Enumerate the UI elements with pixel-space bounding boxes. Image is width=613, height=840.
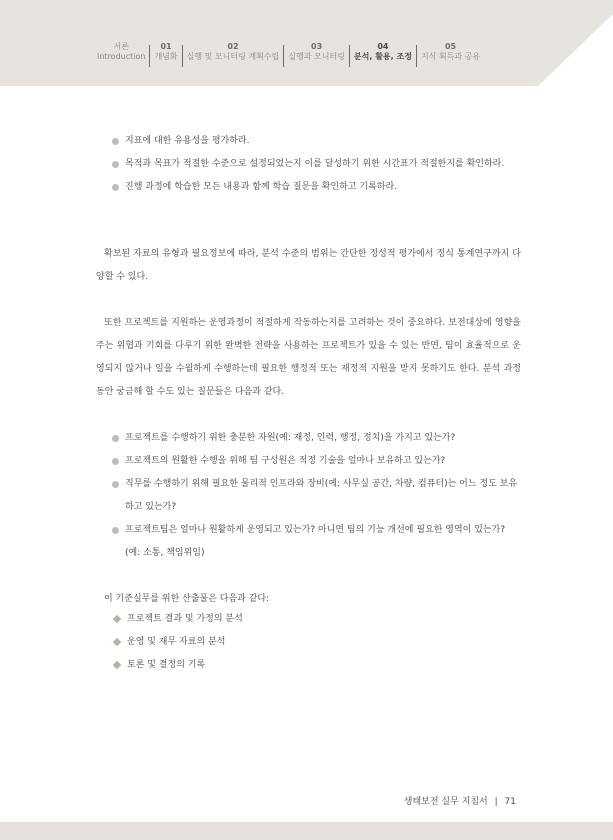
- body-paragraph: 확보된 자료의 유형과 필요정보에 따라, 분석 수준의 범위는 간단한 정성적 평가에서 정식 통계연구까지 다양할 수 있다.: [96, 249, 521, 282]
- bullet-dot: [112, 161, 119, 168]
- diamond-bullet-icon: [113, 615, 121, 623]
- nav-num: 서론: [113, 42, 129, 51]
- footer-band: [0, 822, 613, 840]
- list-item-text: 프로젝트 결과 및 가정의 분석: [127, 614, 243, 624]
- page-number: 71: [504, 797, 516, 807]
- list-item-text: 토론 및 결정의 기록: [127, 660, 206, 670]
- list-item: [112, 473, 520, 519]
- diamond-bullet-icon: [113, 638, 121, 646]
- nav-label: 실행 및 모니터링 계획수립: [186, 52, 280, 61]
- nav-label: Introduction: [97, 52, 146, 61]
- nav-item-intro[interactable]: [97, 42, 145, 62]
- nav-num: 04: [377, 42, 389, 51]
- nav-item-04[interactable]: [354, 42, 412, 62]
- list-item-text: 프로젝트를 수행하기 위한 충분한 자원(예: 재정, 인력, 행정, 정치)을 가지고 있는가?: [125, 433, 456, 443]
- book-title: 생태보전 실무 지침서: [403, 797, 488, 807]
- nav-separator: [283, 45, 284, 67]
- nav-item-02[interactable]: [187, 42, 280, 62]
- nav-num: 02: [227, 42, 239, 51]
- bullet-dot: [112, 458, 119, 465]
- nav-separator: [182, 45, 183, 67]
- list-item-text: 진행 과정에 학습한 모든 내용과 함께 학습 질문을 확인하고 기록하라.: [125, 182, 398, 192]
- bullet-dot: [112, 184, 119, 191]
- list-item: [112, 631, 520, 654]
- bullet-dot: [112, 481, 119, 488]
- nav-separator: [349, 45, 350, 67]
- nav-item-01[interactable]: [154, 42, 177, 62]
- body-paragraph: 또한 프로젝트를 지원하는 운영과정이 적절하게 작동하는지를 고려하는 것이 중요하다. 보전대상에 영향을 주는 위협과 기회를 다루기 위한 완벽한 전략을 사용하는 프로젝트가 있을 수 있는 반면, 팀이 효율적으로 운영되지 않거나 일을 수월하게 수행하는데 필요한 행정적 또는 재정적 지원을 받지 못하기도 한다. 분석 과정 동안 궁금해 할 수도 있는 질문들은 다음과 같다.: [96, 318, 521, 397]
- nav-label: 실행과 모니터링: [288, 52, 345, 61]
- bullet-list-top: [112, 130, 520, 199]
- list-item: [112, 654, 520, 677]
- nav-label: 분석, 활용, 조정: [353, 52, 412, 61]
- list-item: [112, 450, 520, 473]
- outputs-list: [112, 608, 520, 677]
- nav-separator: [149, 45, 150, 67]
- list-item-text: 프로젝트의 원활한 수행을 위해 팀 구성원은 적정 기술을 얼마나 보유하고 있는가?: [125, 456, 446, 466]
- nav-label: 지식 획득과 공유: [420, 52, 481, 61]
- list-item: [112, 176, 520, 199]
- list-item: [112, 519, 520, 565]
- list-item-text: 목적과 목표가 적절한 수준으로 설정되었는지 이를 달성하기 위한 시간표가 적절한지를 확인하라.: [125, 159, 505, 169]
- nav-num: 03: [311, 42, 323, 51]
- list-item-text: 직무를 수행하기 위해 필요한 물리적 인프라와 장비(예: 사무실 공간, 차량, 컴퓨터)는 어느 정도 보유하고 있는가?: [125, 479, 518, 512]
- nav-label: 개념화: [154, 52, 178, 61]
- list-item: [112, 130, 520, 153]
- page-footer: [404, 794, 516, 807]
- chapter-nav: [0, 42, 480, 72]
- list-item-text: 프로젝트팀은 얼마나 원활하게 운영되고 있는가? 아니면 팀의 기능 개선에 필요한 영역이 있는가?(예: 소통, 책임위임): [125, 525, 506, 558]
- diamond-bullet-icon: [113, 661, 121, 669]
- outputs-intro: 이 기준실무를 위한 산출물은 다음과 같다:: [104, 594, 270, 604]
- nav-separator: [416, 45, 417, 67]
- nav-num: 01: [160, 42, 172, 51]
- nav-item-05[interactable]: [421, 42, 480, 62]
- list-item: [112, 427, 520, 450]
- bullet-list-questions: [112, 427, 520, 565]
- list-item-text: 지표에 대한 유용성을 평가하라.: [125, 136, 250, 146]
- list-item-text: 운영 및 재무 자료의 분석: [127, 637, 226, 647]
- bullet-dot: [112, 435, 119, 442]
- nav-num: 05: [444, 42, 457, 51]
- bullet-dot: [112, 138, 119, 145]
- list-item: [112, 153, 520, 176]
- bullet-dot: [112, 527, 119, 534]
- footer-separator: |: [494, 797, 498, 807]
- nav-item-03[interactable]: [288, 42, 345, 62]
- list-item: [112, 608, 520, 631]
